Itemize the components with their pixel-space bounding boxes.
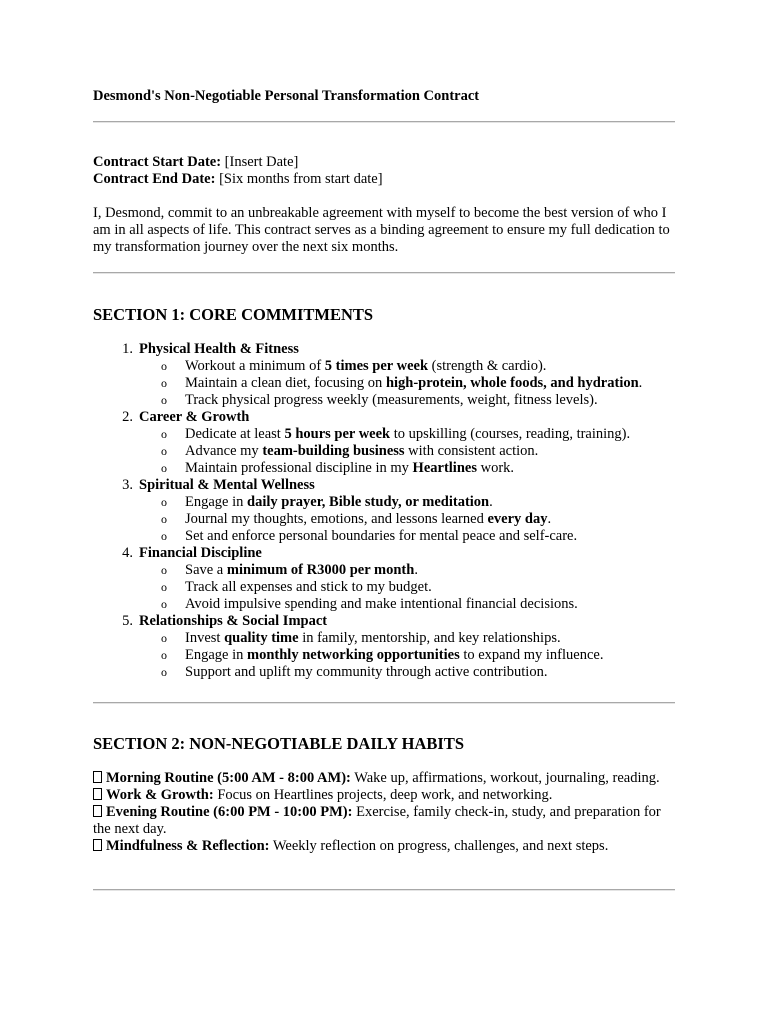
list-item-text: Maintain professional discipline in my Heartlines work. — [185, 460, 515, 476]
list-item — [93, 494, 675, 511]
habit-text: Weekly reflection on progress, challenges, and next steps. — [269, 838, 609, 854]
end-date-line — [93, 171, 383, 188]
bullet-marker: o — [161, 495, 167, 509]
start-date-value: [Insert Date] — [221, 154, 299, 170]
list-item — [93, 426, 675, 443]
commitment-category — [93, 341, 675, 358]
checkbox-icon — [93, 771, 102, 783]
checkbox-icon — [93, 839, 102, 851]
habit-label: Mindfulness & Reflection: — [106, 838, 270, 854]
divider — [93, 272, 675, 274]
list-item-text: Engage in monthly networking opportunities to expand my influence. — [185, 647, 604, 663]
habit-text: Wake up, affirmations, workout, journaling, reading. — [350, 770, 660, 786]
list-number: 5. — [122, 613, 133, 629]
list-number: 3. — [122, 477, 133, 493]
category-title: Physical Health & Fitness — [139, 341, 299, 357]
list-item-text: Avoid impulsive spending and make intentional financial decisions. — [185, 596, 578, 612]
habit-item — [93, 838, 675, 855]
habit-item — [93, 770, 675, 787]
list-item — [93, 664, 675, 681]
section-2-heading: SECTION 2: NON-NEGOTIABLE DAILY HABITS — [93, 734, 465, 753]
list-item-text: Advance my team-building business with consistent action. — [185, 443, 539, 459]
list-item — [93, 443, 675, 460]
list-item-text: Workout a minimum of 5 times per week (strength & cardio). — [185, 358, 547, 374]
bullet-marker: o — [161, 597, 167, 611]
habit-text: Exercise, family check-in, study, and preparation for the next day. — [93, 804, 661, 837]
category-title: Spiritual & Mental Wellness — [139, 477, 315, 493]
document-title: Desmond's Non-Negotiable Personal Transformation Contract — [93, 88, 480, 104]
list-item — [93, 647, 675, 664]
habit-label: Evening Routine (6:00 PM - 10:00 PM): — [106, 804, 353, 820]
list-item — [93, 392, 675, 409]
end-date-label: Contract End Date: — [93, 171, 216, 187]
category-title: Career & Growth — [139, 409, 250, 425]
habit-label: Work & Growth: — [106, 787, 214, 803]
start-date-label: Contract Start Date: — [93, 154, 222, 170]
intro-paragraph: I, Desmond, commit to an unbreakable agreement with myself to become the best version of who I am in all aspects of life. This contract serves as a binding agreement to ensure my full dedication to my transformation journey over the next six months. — [93, 205, 670, 255]
list-item — [93, 579, 675, 596]
contract-dates — [93, 154, 383, 188]
habit-item — [93, 787, 675, 804]
list-item-text: Maintain a clean diet, focusing on high-protein, whole foods, and hydration. — [185, 375, 643, 391]
list-item-text: Set and enforce personal boundaries for mental peace and self-care. — [185, 528, 578, 544]
checkbox-icon — [93, 788, 102, 800]
list-item — [93, 375, 675, 392]
commitment-category — [93, 409, 675, 426]
divider — [93, 702, 675, 704]
divider — [93, 889, 675, 891]
bullet-marker: o — [161, 563, 167, 577]
habit-item — [93, 804, 675, 838]
list-item-text: Track all expenses and stick to my budget. — [185, 579, 432, 595]
list-item — [93, 562, 675, 579]
habit-text: Focus on Heartlines projects, deep work, and networking. — [213, 787, 553, 803]
habit-label: Morning Routine (5:00 AM - 8:00 AM): — [106, 770, 351, 786]
list-number: 1. — [122, 341, 133, 357]
list-item — [93, 358, 675, 375]
bullet-marker: o — [161, 461, 167, 475]
bullet-marker: o — [161, 631, 167, 645]
list-item-text: Engage in daily prayer, Bible study, or meditation. — [185, 494, 493, 510]
commitment-category — [93, 477, 675, 494]
section-1-heading: SECTION 1: CORE COMMITMENTS — [93, 305, 374, 324]
bullet-marker: o — [161, 444, 167, 458]
list-item-text: Track physical progress weekly (measurements, weight, fitness levels). — [185, 392, 598, 408]
category-title: Relationships & Social Impact — [139, 613, 328, 629]
bullet-marker: o — [161, 580, 167, 594]
bullet-marker: o — [161, 427, 167, 441]
list-item-text: Invest quality time in family, mentorship, and key relationships. — [185, 630, 561, 646]
list-item-text: Dedicate at least 5 hours per week to upskilling (courses, reading, training). — [185, 426, 631, 442]
bullet-marker: o — [161, 359, 167, 373]
list-number: 4. — [122, 545, 133, 561]
list-item — [93, 528, 675, 545]
core-commitments-list — [93, 341, 675, 681]
list-item-text: Journal my thoughts, emotions, and lessons learned every day. — [185, 511, 552, 527]
list-item-text: Save a minimum of R3000 per month. — [185, 562, 418, 578]
bullet-marker: o — [161, 529, 167, 543]
list-item — [93, 630, 675, 647]
bullet-marker: o — [161, 376, 167, 390]
list-item — [93, 596, 675, 613]
end-date-value: [Six months from start date] — [215, 171, 383, 187]
start-date-line — [93, 154, 383, 171]
commitment-category — [93, 613, 675, 630]
list-item — [93, 511, 675, 528]
bullet-marker: o — [161, 665, 167, 679]
divider — [93, 121, 675, 123]
bullet-marker: o — [161, 648, 167, 662]
checkbox-icon — [93, 805, 102, 817]
category-title: Financial Discipline — [139, 545, 262, 561]
daily-habits-list — [93, 770, 675, 855]
commitment-category — [93, 545, 675, 562]
list-number: 2. — [122, 409, 133, 425]
list-item — [93, 460, 675, 477]
bullet-marker: o — [161, 512, 167, 526]
bullet-marker: o — [161, 393, 167, 407]
list-item-text: Support and uplift my community through active contribution. — [185, 664, 548, 680]
